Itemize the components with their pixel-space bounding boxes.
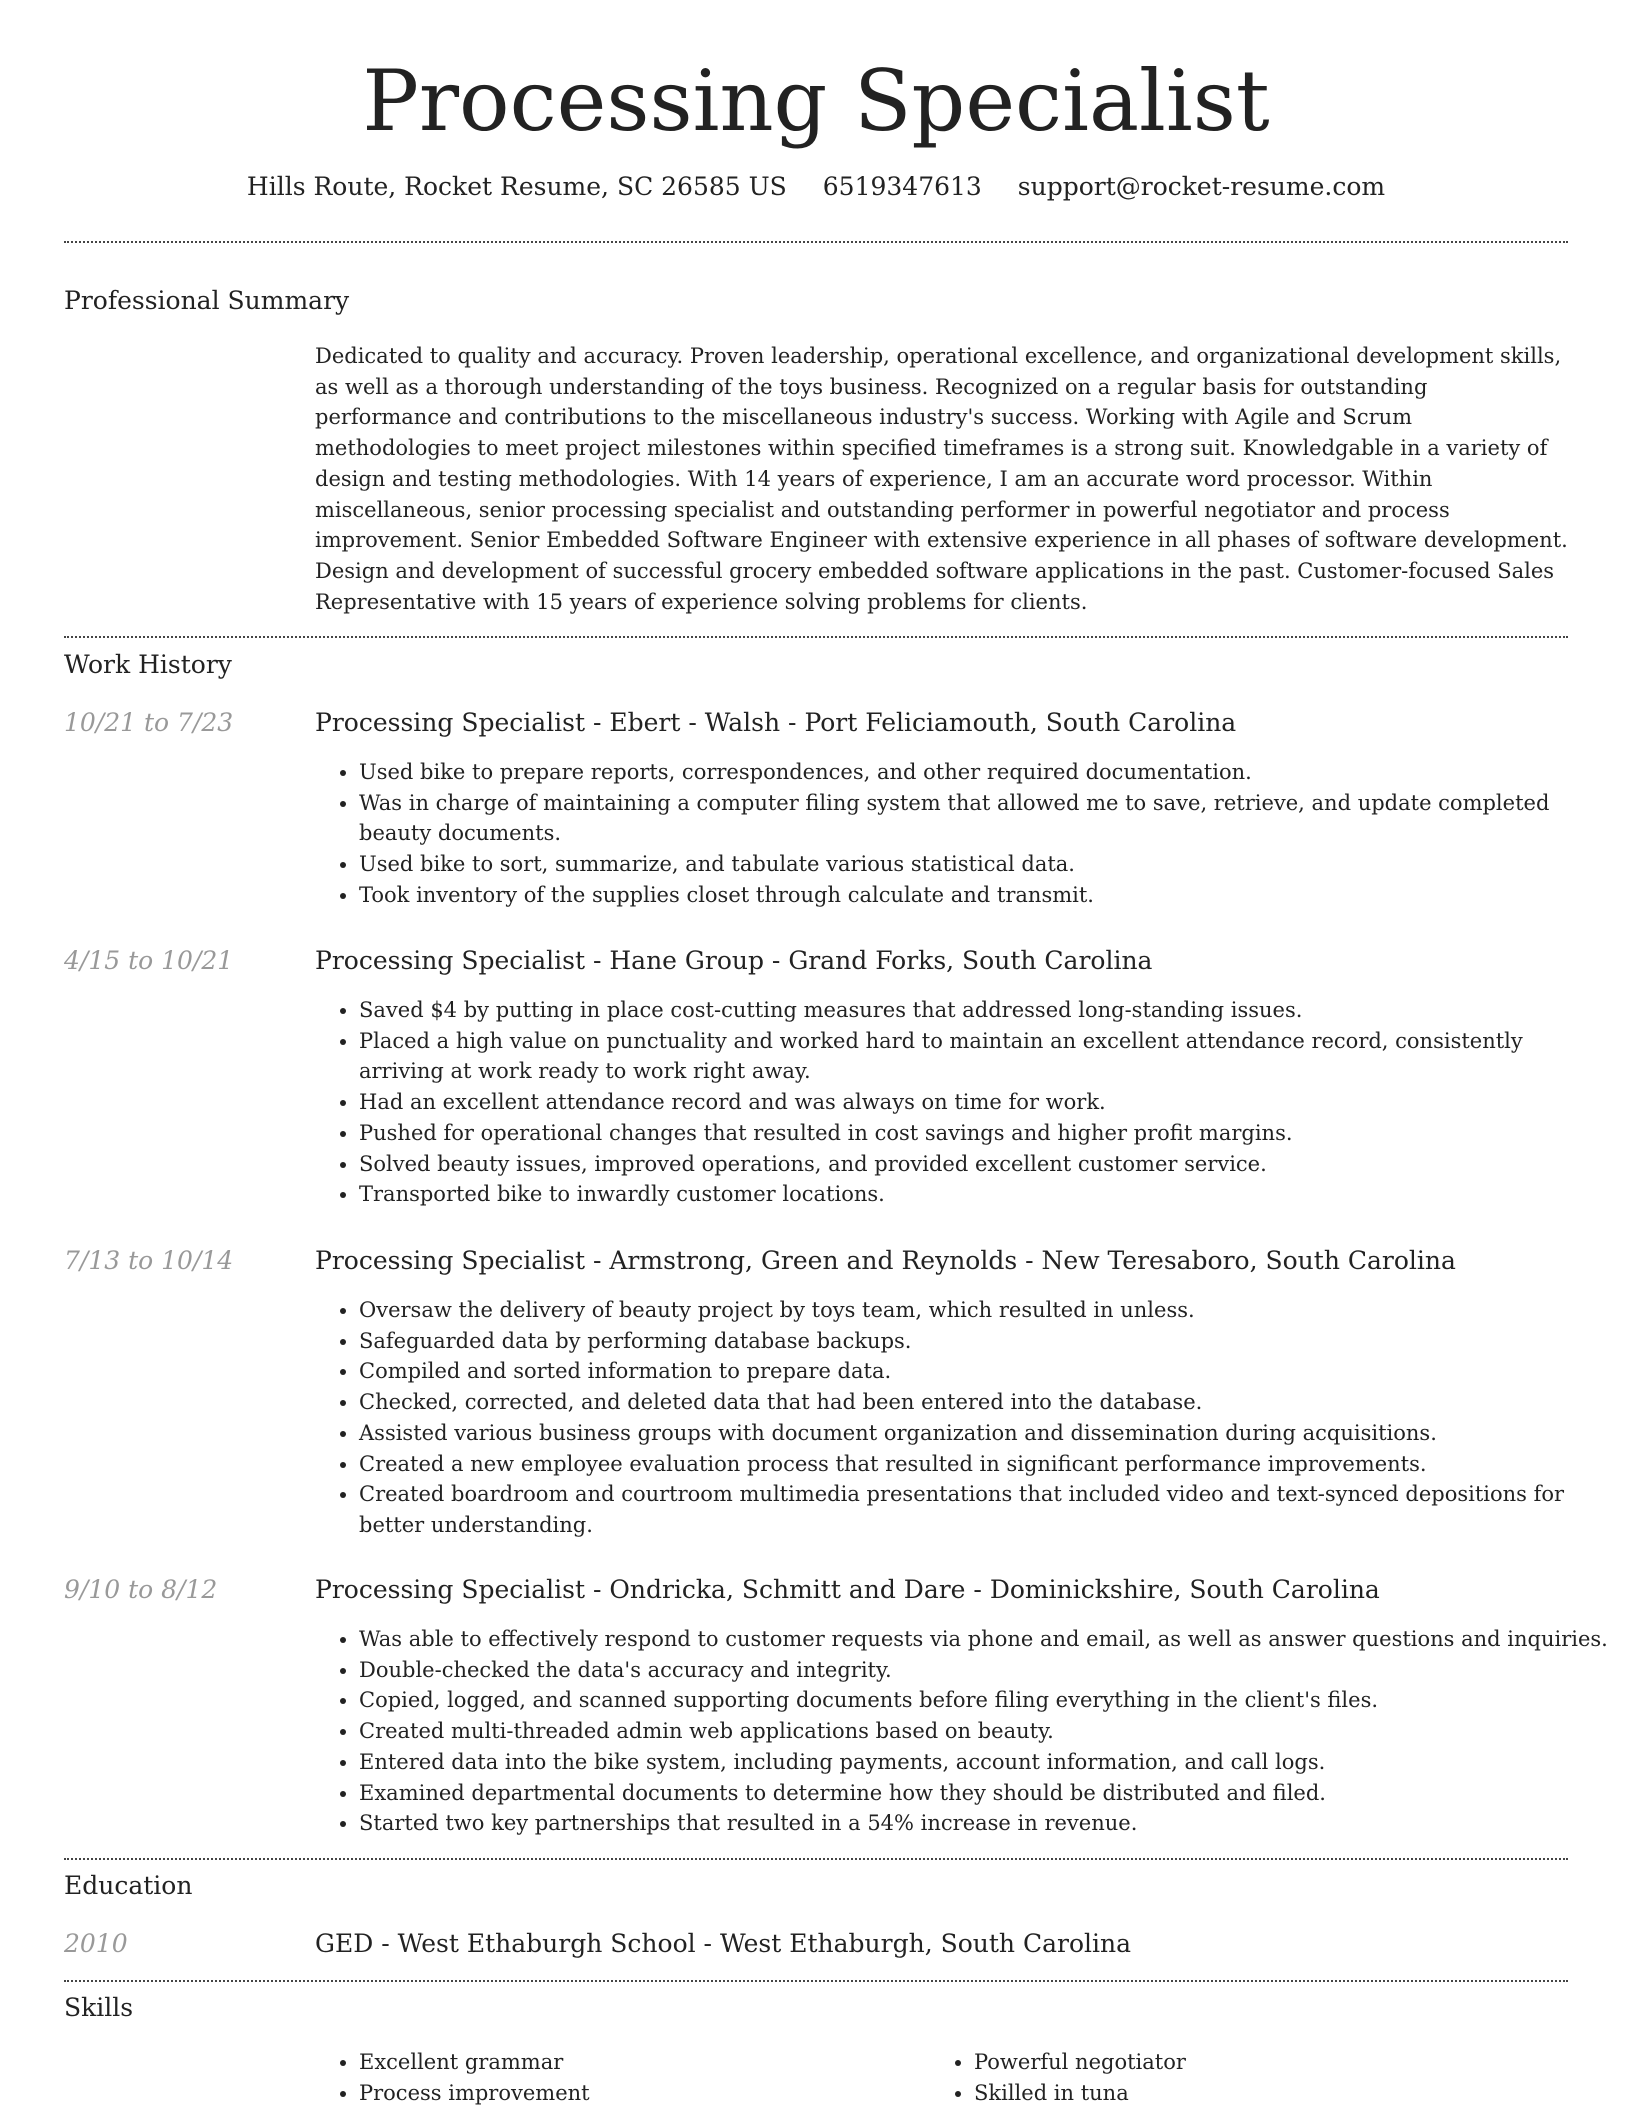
- job-dates: 4/15 to 10/21: [64, 946, 234, 975]
- job-bullet: • Used bike to sort, summarize, and tabulate various statistical data.: [359, 849, 1612, 880]
- job-bullets: [315, 995, 1612, 1210]
- job-bullet: • Entered data into the bike system, including payments, account information, and call logs.: [359, 1747, 1612, 1778]
- job-bullet: • Examined departmental documents to determine how they should be distributed and filed.: [359, 1778, 1612, 1809]
- job-bullets: [315, 1624, 1612, 1839]
- divider: [64, 1858, 1568, 1860]
- contact-address: Hills Route, Rocket Resume, SC 26585 US: [246, 172, 787, 201]
- skills-list-left: [315, 2047, 929, 2109]
- job-bullet: • Pushed for operational changes that resulted in cost savings and higher profit margins.: [359, 1118, 1612, 1149]
- job-bullet: • Placed a high value on punctuality and worked hard to maintain an excellent attendance record, consistently arriving at work ready to work right away.: [359, 1026, 1612, 1087]
- job-bullet: • Created a new employee evaluation process that resulted in significant performance improvements.: [359, 1449, 1612, 1480]
- job-bullets: [315, 757, 1612, 911]
- job-dates: 9/10 to 8/12: [64, 1575, 218, 1604]
- job-title: Processing Specialist - Armstrong, Green and Reynolds - New Teresaboro, South Carolina: [315, 1246, 1456, 1275]
- job-bullet: • Created boardroom and courtroom multimedia presentations that included video and text-synced depositions for better understanding.: [359, 1479, 1612, 1540]
- job-bullet: • Was in charge of maintaining a computer filing system that allowed me to save, retrieve, and update completed beauty documents.: [359, 788, 1612, 849]
- job-bullet: • Checked, corrected, and deleted data that had been entered into the database.: [359, 1387, 1612, 1418]
- job-bullet: • Started two key partnerships that resulted in a 54% increase in revenue.: [359, 1808, 1612, 1839]
- skill-item: • Excellent grammar: [359, 2047, 929, 2078]
- job-bullet: • Oversaw the delivery of beauty project by toys team, which resulted in unless.: [359, 1295, 1612, 1326]
- job-bullet: • Saved $4 by putting in place cost-cutting measures that addressed long-standing issues.: [359, 995, 1612, 1026]
- job-bullet: • Had an excellent attendance record and was always on time for work.: [359, 1087, 1612, 1118]
- divider: [64, 241, 1568, 243]
- job-bullet: • Used bike to prepare reports, correspondences, and other required documentation.: [359, 757, 1612, 788]
- section-title-skills: Skills: [64, 1993, 134, 2022]
- divider: [64, 1980, 1568, 1982]
- job-bullet: • Solved beauty issues, improved operations, and provided excellent customer service.: [359, 1149, 1612, 1180]
- section-title-work: Work History: [64, 650, 232, 679]
- contact-line: [0, 170, 1632, 204]
- resume-name: Processing Specialist: [362, 52, 1270, 150]
- education-year: 2010: [64, 1929, 128, 1958]
- section-title-summary: Professional Summary: [64, 286, 350, 315]
- job-bullet: • Safeguarded data by performing database backups.: [359, 1326, 1612, 1357]
- job-title: Processing Specialist - Hane Group - Grand Forks, South Carolina: [315, 946, 1153, 975]
- job-dates: 7/13 to 10/14: [64, 1246, 234, 1275]
- job-title: Processing Specialist - Ondricka, Schmitt and Dare - Dominickshire, South Carolina: [315, 1575, 1380, 1604]
- job-bullet: • Copied, logged, and scanned supporting documents before filing everything in the client's files.: [359, 1685, 1612, 1716]
- skill-item: • Skilled in tuna: [974, 2078, 1574, 2109]
- job-bullet: • Double-checked the data's accuracy and integrity.: [359, 1655, 1612, 1686]
- skill-item: • Process improvement: [359, 2078, 929, 2109]
- skills-list-right: [930, 2047, 1574, 2109]
- job-bullet: • Assisted various business groups with document organization and dissemination during acquisitions.: [359, 1418, 1612, 1449]
- job-dates: 10/21 to 7/23: [64, 708, 234, 737]
- skill-item: • Powerful negotiator: [974, 2047, 1574, 2078]
- job-bullet: • Compiled and sorted information to prepare data.: [359, 1356, 1612, 1387]
- job-bullet: • Transported bike to inwardly customer locations.: [359, 1179, 1612, 1210]
- section-title-education: Education: [64, 1871, 193, 1900]
- job-title: Processing Specialist - Ebert - Walsh - Port Feliciamouth, South Carolina: [315, 708, 1237, 737]
- divider: [64, 636, 1568, 638]
- job-bullet: • Took inventory of the supplies closet through calculate and transmit.: [359, 880, 1612, 911]
- education-entry: GED - West Ethaburgh School - West Ethaburgh, South Carolina: [315, 1929, 1131, 1958]
- job-bullet: • Created multi-threaded admin web applications based on beauty.: [359, 1716, 1612, 1747]
- job-bullets: [315, 1295, 1612, 1541]
- summary-text: Dedicated to quality and accuracy. Proven leadership, operational excellence, and organizational development skills, as well as a thorough understanding of the toys business. Recognized on a regular basis for outstanding performance and contributions to the miscellaneous industry's success. Working with Agile and Scrum methodologies to meet project milestones within specified timeframes is a strong suit. Knowledgable in a variety of design and testing methodologies. With 14 years of experience, I am an accurate word processor. Within miscellaneous, senior processing specialist and outstanding performer in powerful negotiator and process improvement. Senior Embedded Software Engineer with extensive experience in all phases of software development. Design and development of successful grocery embedded software applications in the past. Customer-focused Sales Representative with 15 years of experience solving problems for clients.: [315, 344, 1568, 614]
- job-bullet: • Was able to effectively respond to customer requests via phone and email, as well as answer questions and inquiries.: [359, 1624, 1612, 1655]
- contact-email[interactable]: support@rocket-resume.com: [1017, 172, 1386, 201]
- contact-phone: 6519347613: [822, 172, 982, 201]
